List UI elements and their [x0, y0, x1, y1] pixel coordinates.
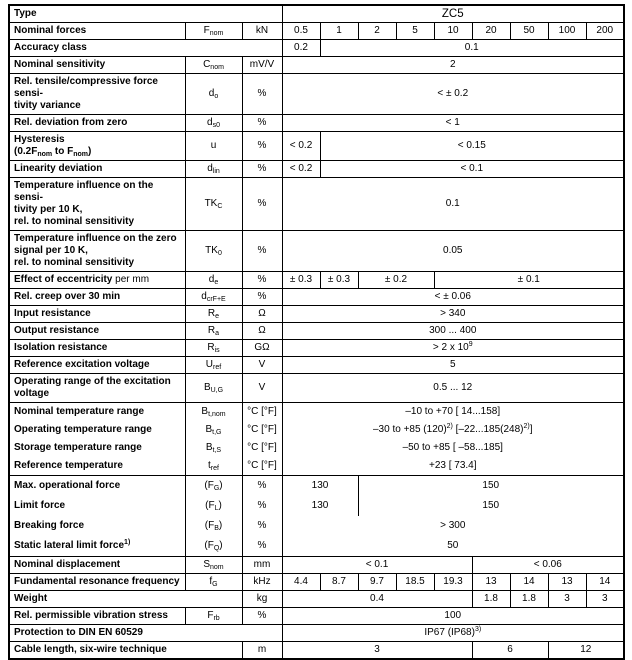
spec-label: Max. operational force [9, 476, 185, 497]
table-row [9, 496, 624, 516]
unit-cell: % [242, 161, 282, 178]
table-row [9, 457, 624, 476]
table-row [9, 74, 624, 115]
table-row [9, 516, 624, 536]
value-cell: < 0.1 [282, 557, 472, 574]
unit-cell: % [242, 608, 282, 625]
value-cell: ± 0.1 [434, 272, 624, 289]
table-row [9, 357, 624, 374]
value-cell: 150 [358, 496, 624, 516]
table-row [9, 439, 624, 457]
value-cell: 0.1 [320, 40, 624, 57]
table-row [9, 421, 624, 439]
table-row [9, 476, 624, 497]
table-row [9, 625, 624, 642]
value-cell: 13 [472, 574, 510, 591]
unit-cell: % [242, 178, 282, 231]
value-cell: –30 to +85 $(120)^{2)}$ $[-22...185(248)^{2)}]$ [282, 421, 624, 439]
value-cell: 13 [548, 574, 586, 591]
unit-cell: Ω [242, 306, 282, 323]
symbol-cell: $F_{nom}$ [185, 23, 242, 40]
value-cell: 3 [586, 591, 624, 608]
table-row [9, 272, 624, 289]
unit-cell: % [242, 231, 282, 272]
value-cell: 3 [282, 642, 472, 660]
unit-cell: % [242, 272, 282, 289]
spec-label: Accuracy class [9, 40, 282, 57]
value-cell: ± 0.3 [282, 272, 320, 289]
product-header: ZC5 [282, 5, 624, 23]
table-row [9, 642, 624, 660]
table-row [9, 57, 624, 74]
value-cell: < 0.2 [282, 132, 320, 161]
value-cell: > 300 [282, 516, 624, 536]
table-row [9, 306, 624, 323]
unit-cell: V [242, 357, 282, 374]
symbol-cell: $B_{t,S}$ [185, 439, 242, 457]
spec-label: Isolation resistance [9, 340, 185, 357]
spec-label: Static lateral limit force$^{1)}$ [9, 536, 185, 557]
spec-label: Temperature influence on the zero signal per 10 K, rel. to nominal sensitivity [9, 231, 185, 272]
unit-cell: % [242, 115, 282, 132]
value-cell: 0.5 [282, 23, 320, 40]
value-cell: 12 [548, 642, 624, 660]
unit-cell: mm [242, 557, 282, 574]
value-cell: 50 [282, 536, 624, 557]
symbol-cell: $R_{is}$ [185, 340, 242, 357]
table-row [9, 231, 624, 272]
value-cell: 18.5 [396, 574, 434, 591]
unit-cell: % [242, 476, 282, 497]
symbol-cell: $d_o$ [185, 74, 242, 115]
value-cell: 14 [586, 574, 624, 591]
symbol-cell: $f_G$ [185, 574, 242, 591]
symbol-cell: u [185, 132, 242, 161]
unit-cell: °C [°F] [242, 457, 282, 476]
table-row [9, 374, 624, 403]
value-cell: 9.7 [358, 574, 396, 591]
table-row [9, 323, 624, 340]
spec-label: Rel. deviation from zero [9, 115, 185, 132]
value-cell: > 340 [282, 306, 624, 323]
table-row [9, 5, 624, 23]
table-row [9, 557, 624, 574]
table-row [9, 132, 624, 161]
unit-cell: °C [°F] [242, 403, 282, 422]
symbol-cell: $d_{lin}$ [185, 161, 242, 178]
value-cell: < ± 0.2 [282, 74, 624, 115]
spec-table [8, 4, 625, 660]
table-row [9, 115, 624, 132]
unit-cell: % [242, 132, 282, 161]
spec-label: Cable length, six-wire technique [9, 642, 242, 660]
spec-label: Limit force [9, 496, 185, 516]
spec-label: Nominal sensitivity [9, 57, 185, 74]
spec-label: Operating range of the excitation voltage [9, 374, 185, 403]
value-cell: 5 [282, 357, 624, 374]
unit-cell: kHz [242, 574, 282, 591]
value-cell: 0.05 [282, 231, 624, 272]
unit-cell: % [242, 516, 282, 536]
symbol-cell: $R_a$ [185, 323, 242, 340]
value-cell: 5 [396, 23, 434, 40]
value-cell: < 1 [282, 115, 624, 132]
value-cell: ± 0.3 [320, 272, 358, 289]
value-cell: +23 [ 73.4] [282, 457, 624, 476]
value-cell: 20 [472, 23, 510, 40]
unit-cell: m [242, 642, 282, 660]
value-cell: 1 [320, 23, 358, 40]
spec-label: Type [9, 5, 282, 23]
value-cell: 4.4 [282, 574, 320, 591]
unit-cell: % [242, 289, 282, 306]
spec-label: Nominal temperature range [9, 403, 185, 422]
table-row [9, 574, 624, 591]
symbol-cell: $(F_L)$ [185, 496, 242, 516]
value-cell: –50 to +85 [ –58...185] [282, 439, 624, 457]
spec-label: Reference excitation voltage [9, 357, 185, 374]
table-row [9, 340, 624, 357]
table-row [9, 403, 624, 422]
value-cell: 10 [434, 23, 472, 40]
value-cell: > 2 x $10^9$ [282, 340, 624, 357]
value-cell: 200 [586, 23, 624, 40]
value-cell: 14 [510, 574, 548, 591]
table-row [9, 161, 624, 178]
unit-cell: mV/V [242, 57, 282, 74]
spec-label: Output resistance [9, 323, 185, 340]
unit-cell: °C [°F] [242, 421, 282, 439]
value-cell: 1.8 [510, 591, 548, 608]
value-cell: 0.5 ... 12 [282, 374, 624, 403]
spec-label: Nominal forces [9, 23, 185, 40]
symbol-cell: $B_{t,G}$ [185, 421, 242, 439]
table-row [9, 178, 624, 231]
symbol-cell: $B_{t,nom}$ [185, 403, 242, 422]
value-cell: ± 0.2 [358, 272, 434, 289]
symbol-cell: $R_e$ [185, 306, 242, 323]
unit-cell: % [242, 496, 282, 516]
unit-cell: % [242, 536, 282, 557]
spec-label: Effect of eccentricity per mm [9, 272, 185, 289]
value-cell: 3 [548, 591, 586, 608]
value-cell: < 0.15 [320, 132, 624, 161]
value-cell: < 0.1 [320, 161, 624, 178]
value-cell: 130 [282, 476, 358, 497]
symbol-cell: $TK_0$ [185, 231, 242, 272]
value-cell: 19.3 [434, 574, 472, 591]
value-cell: 1.8 [472, 591, 510, 608]
value-cell: 2 [358, 23, 396, 40]
spec-label: Reference temperature [9, 457, 185, 476]
unit-cell: °C [°F] [242, 439, 282, 457]
spec-label: Nominal displacement [9, 557, 185, 574]
spec-label: Weight [9, 591, 242, 608]
value-cell: 50 [510, 23, 548, 40]
symbol-cell: $S_{nom}$ [185, 557, 242, 574]
table-row [9, 608, 624, 625]
symbol-cell: $U_{ref}$ [185, 357, 242, 374]
value-cell: 0.1 [282, 178, 624, 231]
unit-cell: kN [242, 23, 282, 40]
spec-label: Fundamental resonance frequency [9, 574, 185, 591]
spec-label: Linearity deviation [9, 161, 185, 178]
symbol-cell: $TK_C$ [185, 178, 242, 231]
symbol-cell: $d_e$ [185, 272, 242, 289]
value-cell: 6 [472, 642, 548, 660]
spec-label: Storage temperature range [9, 439, 185, 457]
value-cell: 150 [358, 476, 624, 497]
symbol-cell: $d_{crF+E}$ [185, 289, 242, 306]
unit-cell: kg [242, 591, 282, 608]
value-cell: < ± 0.06 [282, 289, 624, 306]
spec-label: Operating temperature range [9, 421, 185, 439]
table-row [9, 536, 624, 557]
value-cell: IP67 $(IP68)^{3)}$ [282, 625, 624, 642]
spec-label: Rel. tensile/compressive force sensi- tivity variance [9, 74, 185, 115]
symbol-cell: $d_{s0}$ [185, 115, 242, 132]
spec-label: Hysteresis ($0.2F_{nom}$ to $F_{nom}$) [9, 132, 185, 161]
value-cell: 300 ... 400 [282, 323, 624, 340]
table-row [9, 591, 624, 608]
value-cell: 2 [282, 57, 624, 74]
table-row [9, 40, 624, 57]
unit-cell: V [242, 374, 282, 403]
value-cell: 8.7 [320, 574, 358, 591]
spec-label: Rel. permissible vibration stress [9, 608, 185, 625]
symbol-cell: $(F_B)$ [185, 516, 242, 536]
spec-label: Temperature influence on the sensi- tivity per 10 K, rel. to nominal sensitivity [9, 178, 185, 231]
symbol-cell: $F_{rb}$ [185, 608, 242, 625]
unit-cell: GΩ [242, 340, 282, 357]
spec-label: Breaking force [9, 516, 185, 536]
symbol-cell: $B_{U,G}$ [185, 374, 242, 403]
symbol-cell: $C_{nom}$ [185, 57, 242, 74]
unit-cell: Ω [242, 323, 282, 340]
spec-label: Rel. creep over 30 min [9, 289, 185, 306]
spec-table-body [9, 5, 624, 659]
value-cell: 100 [548, 23, 586, 40]
unit-cell: % [242, 74, 282, 115]
value-cell: < 0.2 [282, 161, 320, 178]
spec-label: Protection to DIN EN 60529 [9, 625, 282, 642]
value-cell: < 0.06 [472, 557, 624, 574]
value-cell: –10 to +70 [ 14...158] [282, 403, 624, 422]
spec-label: Input resistance [9, 306, 185, 323]
value-cell: 0.2 [282, 40, 320, 57]
symbol-cell: $t_{ref}$ [185, 457, 242, 476]
table-row [9, 289, 624, 306]
value-cell: 130 [282, 496, 358, 516]
value-cell: 100 [282, 608, 624, 625]
symbol-cell: $(F_G)$ [185, 476, 242, 497]
value-cell: 0.4 [282, 591, 472, 608]
symbol-cell: $(F_Q)$ [185, 536, 242, 557]
table-row [9, 23, 624, 40]
